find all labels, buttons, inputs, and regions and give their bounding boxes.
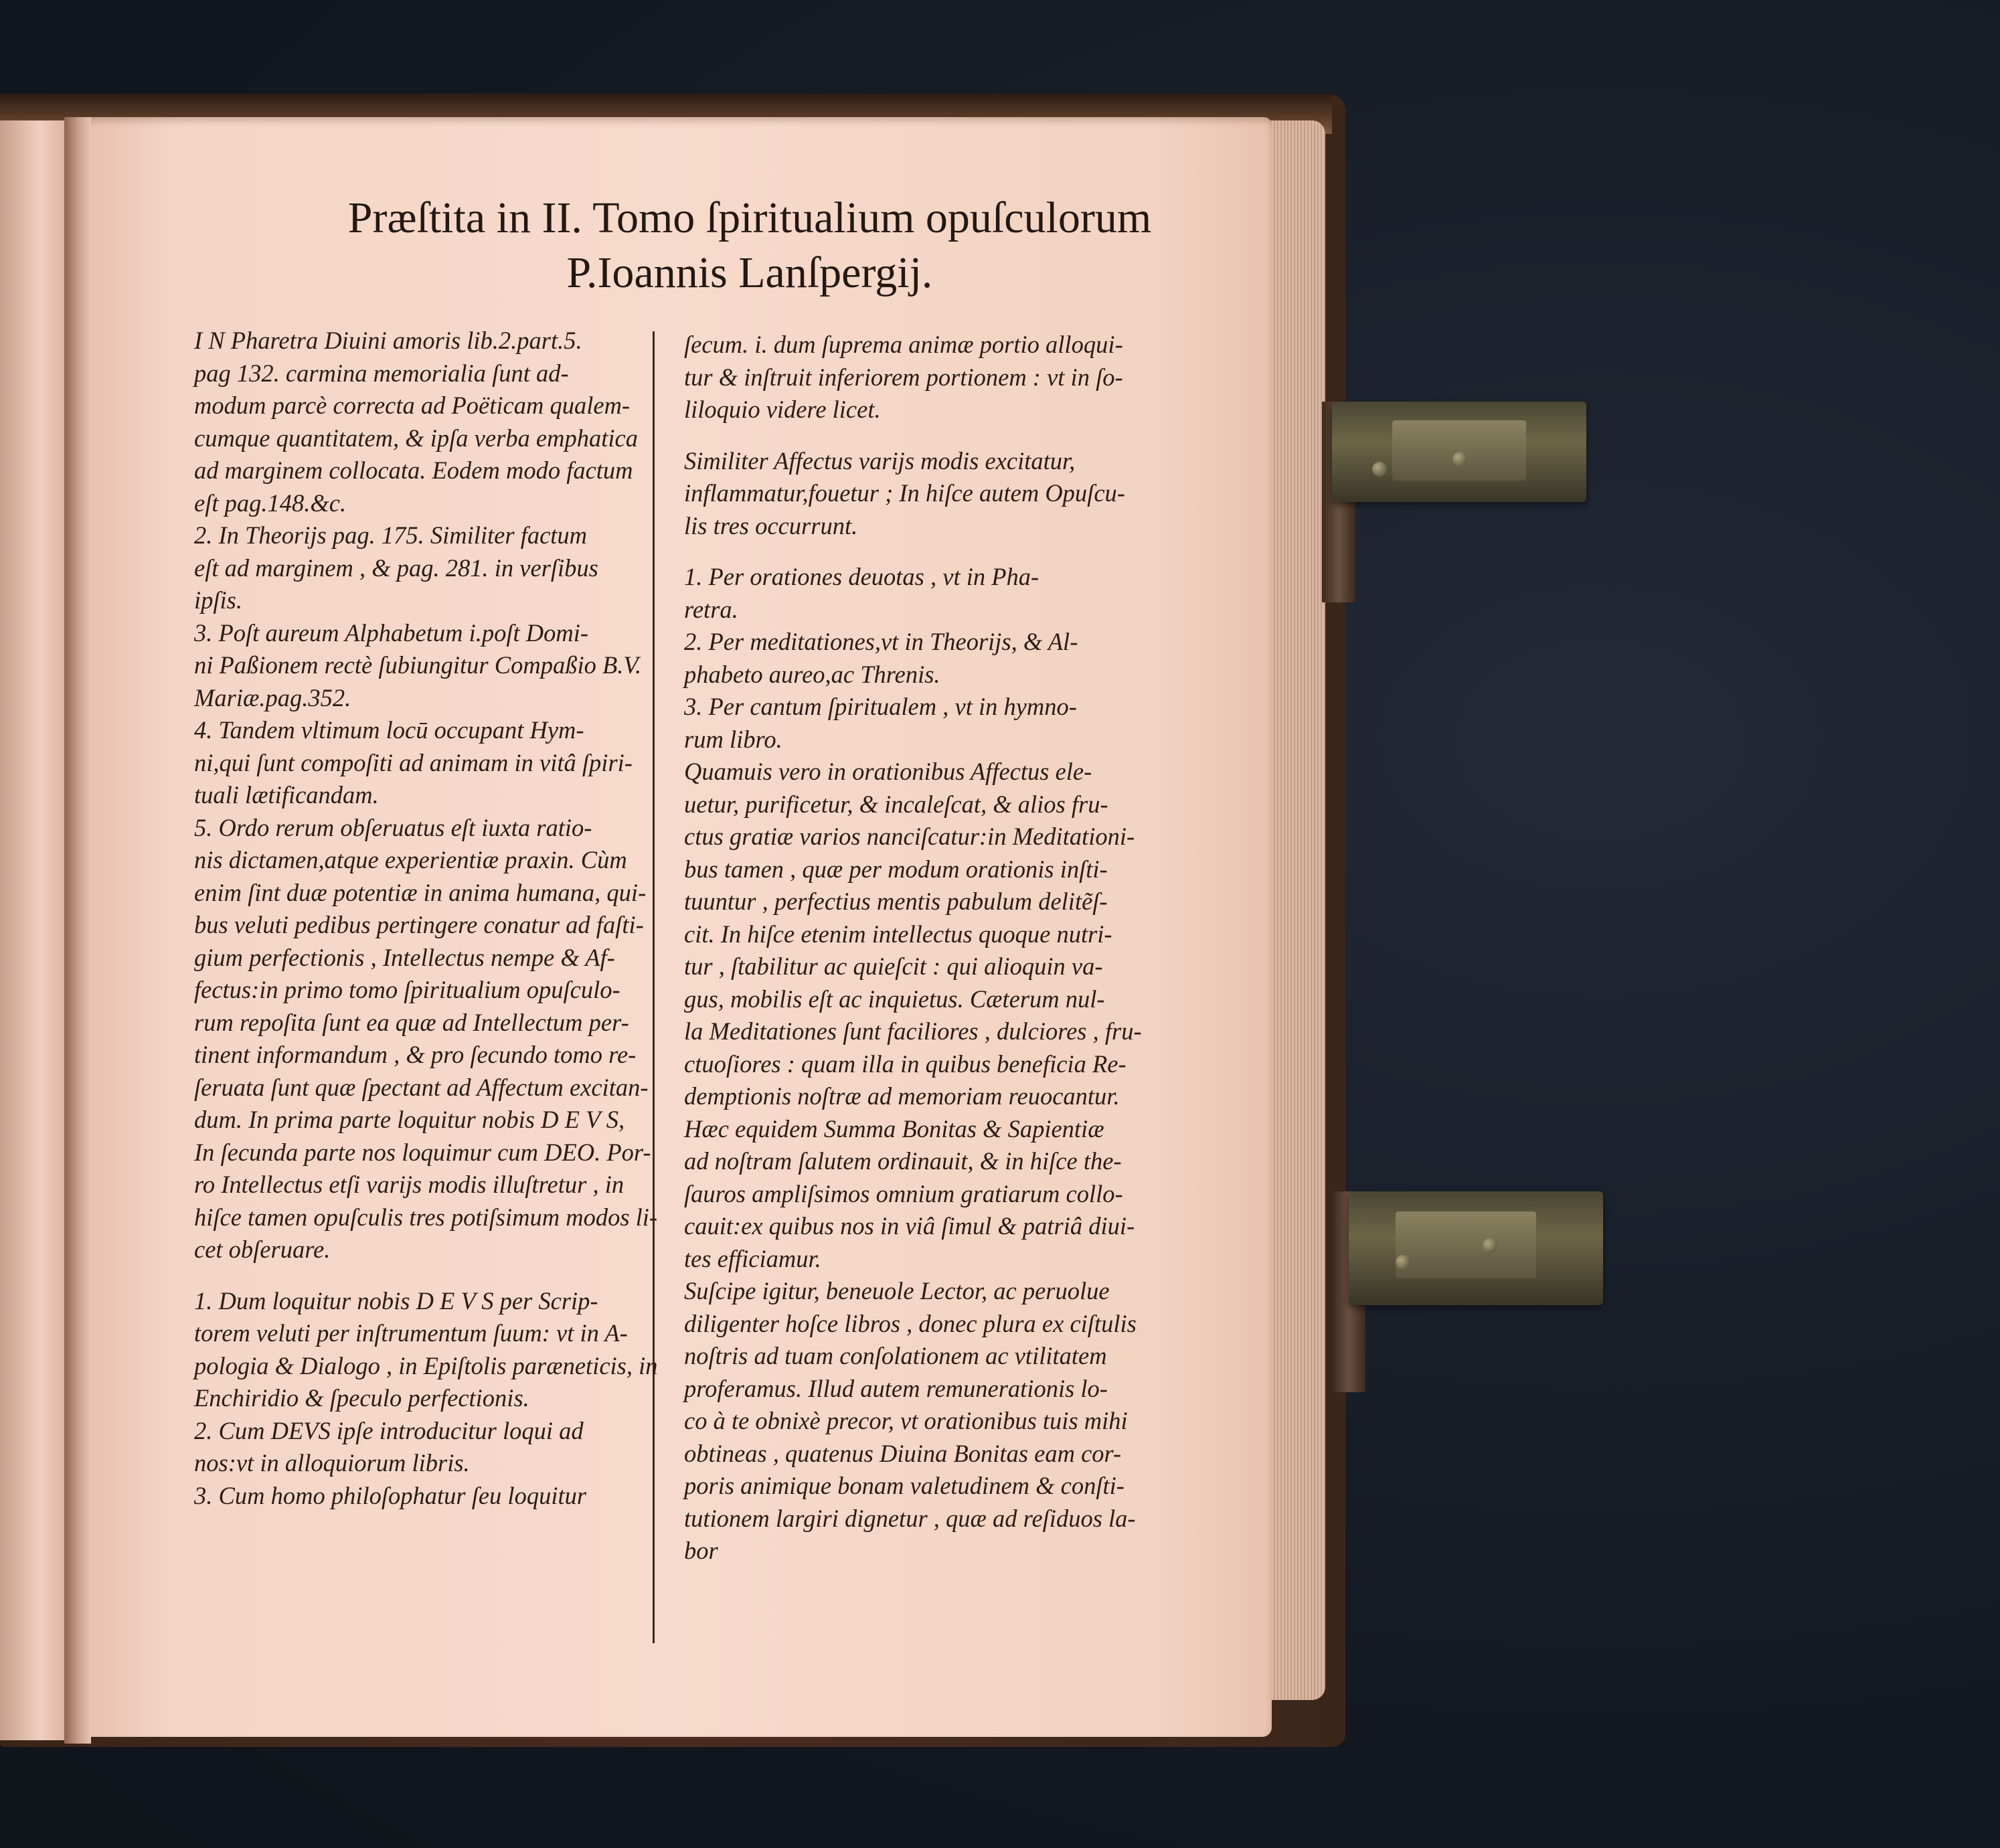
left-column-line: 3. Poſt aureum Alphabetum i.poſt Domi- (194, 618, 589, 647)
left-column-line: tuali lætificandam. (194, 781, 379, 809)
right-column-line: ſauros ampliſsimos omnium gratiarum collo- (684, 1179, 1123, 1207)
clasp-plate-lower (1396, 1211, 1536, 1278)
right-column-line: 3. Per cantum ſpiritualem , vt in hymno- (684, 693, 1077, 720)
right-column-line: co à te obnixè precor, vt orationibus tuis mihi (684, 1407, 1128, 1434)
right-column-line: Similiter Affectus varijs modis excitatur, (684, 446, 1076, 475)
right-column-line: phabeto aureo,ac Threnis. (684, 660, 940, 688)
right-column-line: 2. Per meditationes,vt in Theorijs, & Al- (684, 628, 1078, 655)
right-column-line: Hæc equidem Summa Bonitas & Sapientiæ (684, 1114, 1104, 1143)
left-column-line: gium perfectionis , Intellectus nempe & Af- (194, 943, 615, 971)
left-column-line: 2. Cum DEVS ipſe introducitur loqui ad (194, 1416, 584, 1444)
right-column-line: bus tamen , quæ per modum orationis inſti- (684, 855, 1108, 883)
clasp-rivet (1372, 462, 1387, 477)
clasp-rivet (1483, 1238, 1497, 1253)
book-gutter (64, 117, 91, 1744)
right-column-line: tes efficiamur. (684, 1244, 821, 1272)
left-column-line: Enchiridio & ſpeculo perfectionis. (194, 1384, 529, 1412)
paragraph-gap (194, 1266, 733, 1285)
left-column-line: In ſecunda parte nos loquimur cum DEO. Por- (194, 1138, 651, 1166)
right-column-line: lis tres occurrunt. (684, 511, 858, 539)
right-column-line: gus, mobilis eſt ac inquietus. Cæterum nul- (684, 985, 1105, 1013)
clasp-plate-upper (1392, 420, 1526, 481)
left-column-line: Mariæ.pag.352. (194, 683, 351, 711)
right-column-line: rum libro. (684, 725, 782, 753)
left-column-line: ad marginem collocata. Eodem modo factum (194, 456, 633, 484)
left-column-line: 5. Ordo rerum obſeruatus eſt iuxta ratio- (194, 813, 592, 841)
left-column-line: ni,qui ſunt compoſiti ad animam in vitâ ſpiri- (194, 748, 633, 776)
left-column-line: ro Intellectus etſi varijs modis illuſtretur , in (194, 1171, 624, 1198)
left-column-line: 2. In Theorijs pag. 175. Similiter factum (194, 521, 588, 549)
right-column-line: proferamus. Illud autem remunerationis lo- (684, 1374, 1108, 1402)
left-column-line: bus veluti pedibus pertingere conatur ad faſti- (194, 911, 644, 938)
right-column-line: demptionis noſtræ ad memoriam reuocantur. (684, 1082, 1120, 1110)
left-column-line: 1. Dum loquitur nobis D E V S per Scrip- (194, 1286, 598, 1315)
right-column-line: tur & inſtruit inferiorem portionem : vt in ſo- (684, 363, 1123, 391)
right-column-line: obtineas , quatenus Diuina Bonitas eam cor- (684, 1439, 1122, 1467)
right-column-line: cit. In hiſce etenim intellectus quoque nutri- (684, 920, 1112, 948)
clasp-upper (1332, 402, 1586, 502)
right-column-line: cauit:ex quibus nos in viâ ſimul & patriâ diui- (684, 1212, 1135, 1240)
left-column-line: cet obſeruare. (194, 1236, 331, 1263)
left-column-line: I N Pharetra Diuini amoris lib.2.part.5. (194, 327, 582, 354)
left-column-line: modum parcè correcta ad Poëticam qualem- (194, 392, 631, 419)
right-column-line: inflammatur,fouetur ; In hiſce autem Opuſcu- (684, 479, 1125, 507)
left-text-column (194, 325, 733, 1512)
paragraph-gap (684, 426, 1226, 445)
left-column-line: nis dictamen,atque experientiæ praxin. Cùm (194, 846, 627, 873)
right-column-line: tuuntur , perfectius mentis pabulum delitẽſ- (684, 888, 1108, 915)
left-column-line: tinent informandum , & pro ſecundo tomo re- (194, 1041, 637, 1068)
left-column-line: eſt pag.148.&c. (194, 489, 347, 517)
right-column-line: ctus gratiæ varios nanciſcatur:in Meditationi- (684, 823, 1135, 850)
right-column-line: uetur, purificetur, & incaleſcat, & alios fru- (684, 790, 1108, 818)
right-text-column (684, 329, 1226, 1568)
right-column-line: liloquio videre licet. (684, 396, 881, 423)
left-column-line: dum. In prima parte loquitur nobis D E V S, (194, 1106, 625, 1133)
left-column-line: rum repoſita ſunt ea quæ ad Intellectum per- (194, 1008, 629, 1036)
right-column-line: poris animique bonam valetudinem & conſti- (684, 1472, 1124, 1499)
left-column-line: enim ſint duæ potentiæ in anima humana, qui- (194, 878, 647, 906)
right-column-line: la Meditationes ſunt faciliores , dulciores , fru- (684, 1017, 1142, 1045)
left-column-line: ipſis. (194, 586, 243, 614)
left-column-line: fectus:in primo tomo ſpiritualium opuſculo- (194, 976, 620, 1003)
right-column-line: ſecum. i. dum ſuprema animæ portio alloqui- (684, 331, 1123, 358)
left-column-line: eſt ad marginem , & pag. 281. in verſibus (194, 554, 598, 582)
left-column-line: ſeruata ſunt quæ ſpectant ad Affectum excitan- (194, 1073, 649, 1101)
book-page (80, 117, 1272, 1737)
left-column-line: 3. Cum homo philoſophatur ſeu loquitur (194, 1481, 587, 1509)
left-page-edge (0, 120, 67, 1740)
right-column-line: noſtris ad tuam conſolationem ac vtilitatem (684, 1342, 1107, 1369)
right-column-line: bor (684, 1537, 718, 1564)
left-column-line: hiſce tamen opuſculis tres potiſsimum modos li- (194, 1203, 658, 1231)
left-column-line: pologia & Dialogo , in Epiſtolis paræneticis, in (194, 1351, 658, 1379)
left-column-line: pag 132. carmina memorialia ſunt ad- (194, 359, 569, 387)
right-column-line: retra. (684, 595, 738, 623)
page-title (248, 191, 1252, 301)
right-column-line: diligenter hoſce libros , donec plura ex ciſtulis (684, 1309, 1137, 1337)
right-column-line: tutionem largiri dignetur , quæ ad reſiduos la- (684, 1504, 1136, 1532)
left-column-line: torem veluti per inſtrumentum ſuum: vt in A- (194, 1319, 628, 1347)
paragraph-gap (684, 542, 1226, 561)
right-column-line: 1. Per orationes deuotas , vt in Pha- (684, 563, 1039, 590)
right-column-line: Suſcipe igitur, beneuole Lector, ac peruolue (684, 1277, 1110, 1305)
right-column-line: Quamuis vero in orationibus Affectus ele- (684, 758, 1092, 785)
left-column-line: ni Paßionem rectè ſubiungitur Compaßio B.V. (194, 651, 642, 679)
right-column-line: ctuoſiores : quam illa in quibus beneficia Re- (684, 1049, 1127, 1078)
clasp-lower (1349, 1191, 1603, 1305)
clasp-rivet (1396, 1255, 1410, 1270)
title-line-2: P.Ioannis Lanſpergij. (566, 248, 933, 297)
right-column-line: ad noſtram ſalutem ordinauit, & in hiſce the- (684, 1147, 1122, 1175)
left-column-line: nos:vt in alloquiorum libris. (194, 1449, 470, 1477)
left-column-line: cumque quantitatem, & ipſa verba emphatica (194, 424, 638, 452)
right-column-line: tur , ſtabilitur ac quieſcit : qui alioquin va- (684, 952, 1103, 980)
clasp-rivet (1452, 452, 1467, 467)
left-column-line: 4. Tandem vltimum locū occupant Hym- (194, 716, 584, 744)
title-line-1: Præſtita in II. Tomo ſpiritualium opuſculorum (347, 193, 1152, 242)
